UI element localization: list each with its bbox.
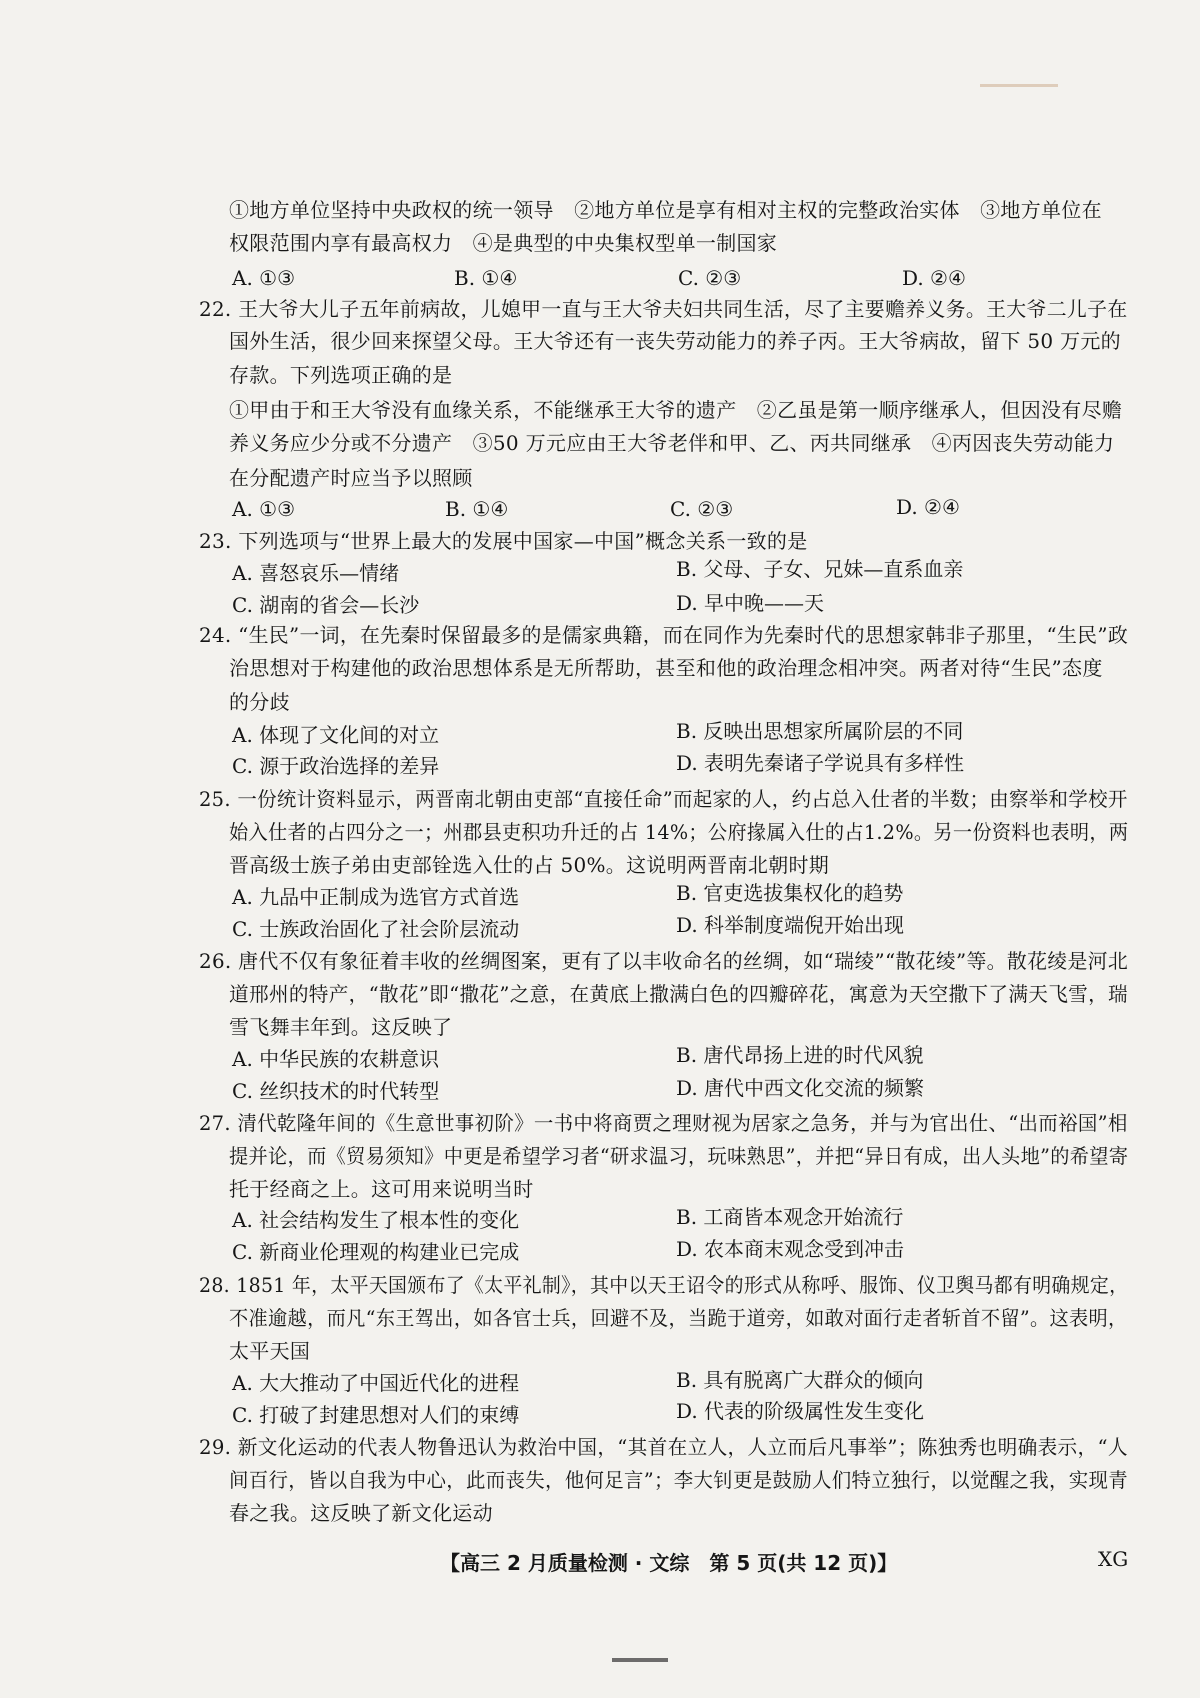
q24-stem-1: 24. “生民”一词，在先秦时保留最多的是儒家典籍，而在同作为先秦时代的思想家韩非子那里，“生民”政: [199, 623, 1129, 647]
q29-stem-2: 间百行，皆以自我为中心，此而丧失，他何足言”；李大钊更是鼓励人们特立独行，以觉醒之我，实现青: [229, 1468, 1128, 1492]
q26-option-d: D. 唐代中西文化交流的频繁: [676, 1076, 925, 1100]
page-footer: 【高三 2 月质量检测 · 文综 第 5 页(共 12 页)】: [440, 1551, 898, 1575]
q26-option-c: C. 丝织技术的时代转型: [232, 1079, 440, 1103]
q28-option-d: D. 代表的阶级属性发生变化: [676, 1399, 925, 1423]
q22-stem-5: 养义务应少分或不分遗产 ③50 万元应由王大爷老伴和甲、乙、丙共同继承 ④丙因丧失劳动能力: [229, 431, 1115, 455]
q24-stem-2: 治思想对于构建他的政治思想体系是无所帮助，甚至和他的政治理念相冲突。两者对待“生民”态度: [229, 656, 1103, 680]
q27-option-c: C. 新商业伦理观的构建业已完成: [232, 1240, 520, 1264]
q25-stem-1: 25. 一份统计资料显示，两晋南北朝由吏部“直接任命”而起家的人，约占总入仕者的半数；由察举和学校开: [199, 787, 1128, 811]
q28-option-c: C. 打破了封建思想对人们的束缚: [232, 1403, 520, 1427]
q26-option-a: A. 中华民族的农耕意识: [232, 1047, 440, 1071]
q21-option-c: C. ②③: [678, 266, 742, 290]
q21-option-a: A. ①③: [232, 266, 296, 290]
q28-option-b: B. 具有脱离广大群众的倾向: [676, 1368, 924, 1392]
q27-option-b: B. 工商皆本观念开始流行: [676, 1205, 904, 1229]
q24-option-d: D. 表明先秦诸子学说具有多样性: [676, 751, 965, 775]
q26-option-b: B. 唐代昂扬上进的时代风貌: [676, 1043, 924, 1067]
q28-stem-2: 不准逾越，而凡“东王驾出，如各官士兵，回避不及，当跪于道旁，如敢对面行走者斩首不留”。这表明，: [229, 1306, 1128, 1330]
q21-statement-1: ①地方单位坚持中央政权的统一领导 ②地方单位是享有相对主权的完整政治实体 ③地方单位在: [229, 198, 1102, 222]
q22-stem-4: ①甲由于和王大爷没有血缘关系，不能继承王大爷的遗产 ②乙虽是第一顺序继承人，但因没有尽赡: [229, 398, 1123, 422]
q28-stem-3: 太平天国: [229, 1339, 311, 1363]
q24-stem-3: 的分歧: [229, 690, 290, 714]
q22-option-c: C. ②③: [670, 497, 734, 521]
q23-option-c: C. 湖南的省会—长沙: [232, 593, 420, 617]
scan-mark-bottom: [612, 1658, 668, 1662]
q25-option-a: A. 九品中正制成为选官方式首选: [232, 885, 520, 909]
q24-option-c: C. 源于政治选择的差异: [232, 754, 440, 778]
footer-code: XG: [1098, 1547, 1129, 1571]
q29-stem-3: 春之我。这反映了新文化运动: [229, 1501, 493, 1525]
q28-stem-1: 28. 1851 年，太平天国颁布了《太平礼制》，其中以天王诏令的形式从称呼、服饰、仪卫舆马都有明确规定，: [199, 1273, 1129, 1297]
q22-stem-6: 在分配遗产时应当予以照顾: [229, 466, 473, 490]
q25-option-d: D. 科举制度端倪开始出现: [676, 913, 905, 937]
q29-stem-1: 29. 新文化运动的代表人物鲁迅认为救治中国，“其首在立人，人立而后凡事举”；陈独秀也明确表示，“人: [199, 1435, 1128, 1459]
q27-stem-2: 提并论，而《贸易须知》中更是希望学习者“研求温习，玩味熟思”，并把“异日有成，出人头地”的希望寄: [229, 1144, 1129, 1168]
q22-stem-3: 存款。下列选项正确的是: [229, 363, 453, 387]
q27-option-d: D. 农本商末观念受到冲击: [676, 1237, 905, 1261]
q21-statement-2: 权限范围内享有最高权力 ④是典型的中央集权型单一制国家: [229, 231, 778, 255]
q24-option-a: A. 体现了文化间的对立: [232, 723, 440, 747]
q27-stem-1: 27. 清代乾隆年间的《生意世事初阶》一书中将商贾之理财视为居家之急务，并与为官出仕、“出而裕国”相: [199, 1111, 1128, 1135]
q22-option-b: B. ①④: [445, 497, 509, 521]
q27-stem-3: 托于经商之上。这可用来说明当时: [229, 1177, 534, 1201]
q23-option-b: B. 父母、子女、兄妹—直系血亲: [676, 557, 964, 581]
q26-stem-1: 26. 唐代不仅有象征着丰收的丝绸图案，更有了以丰收命名的丝绸，如“瑞绫”“散花绫”等。散花绫是河北: [199, 949, 1129, 973]
q27-option-a: A. 社会结构发生了根本性的变化: [232, 1208, 520, 1232]
q23-stem-1: 23. 下列选项与“世界上最大的发展中国家—中国”概念关系一致的是: [199, 529, 808, 553]
q26-stem-3: 雪飞舞丰年到。这反映了: [229, 1015, 453, 1039]
q28-option-a: A. 大大推动了中国近代化的进程: [232, 1371, 520, 1395]
q22-option-d: D. ②④: [896, 495, 960, 519]
q23-option-a: A. 喜怒哀乐—情绪: [232, 561, 400, 585]
q22-stem-2: 国外生活，很少回来探望父母。王大爷还有一丧失劳动能力的养子丙。王大爷病故，留下 50 万元的: [229, 329, 1121, 353]
q24-option-b: B. 反映出思想家所属阶层的不同: [676, 719, 964, 743]
q21-option-d: D. ②④: [902, 266, 966, 290]
q25-stem-3: 晋高级士族子弟由吏部铨选入仕的占 50%。这说明两晋南北朝时期: [229, 853, 830, 877]
q22-option-a: A. ①③: [232, 497, 296, 521]
q25-stem-2: 始入仕者的占四分之一；州郡县吏积功升迁的占 14%；公府掾属入仕的占1.2%。另一份资料也表明，两: [229, 820, 1129, 844]
q22-stem-1: 22. 王大爷大儿子五年前病故，儿媳甲一直与王大爷夫妇共同生活，尽了主要赡养义务。王大爷二儿子在: [199, 297, 1128, 321]
q26-stem-2: 道邢州的特产，“散花”即“撒花”之意，在黄底上撒满白色的四瓣碎花，寓意为天空撒下了满天飞雪，瑞: [229, 982, 1128, 1006]
q25-option-c: C. 士族政治固化了社会阶层流动: [232, 917, 520, 941]
scan-mark-top: [980, 84, 1058, 87]
q21-option-b: B. ①④: [454, 266, 518, 290]
q25-option-b: B. 官吏选拔集权化的趋势: [676, 881, 904, 905]
q23-option-d: D. 早中晚——天: [676, 591, 825, 615]
